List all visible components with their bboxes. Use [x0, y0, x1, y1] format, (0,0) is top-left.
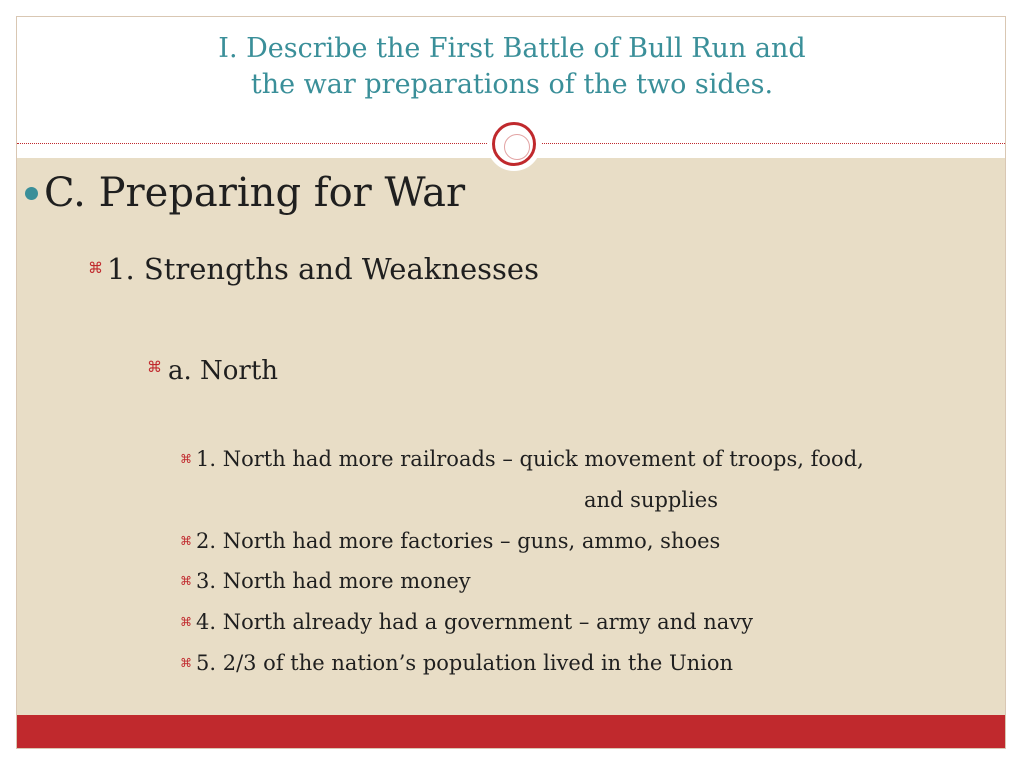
point-text: 1. North had more railroads – quick movement of troops, food, — [196, 447, 864, 471]
point-item — [180, 649, 733, 679]
point-item — [180, 608, 753, 638]
point-continuation: and supplies — [584, 488, 718, 512]
point-text: 5. 2/3 of the nation’s population lived in the Union — [196, 651, 734, 675]
x-bullet-icon: ⌘ — [180, 533, 192, 548]
x-bullet-icon: ⌘ — [147, 358, 162, 376]
footer-bar — [17, 715, 1006, 749]
section-text: a. North — [168, 356, 279, 386]
circle-ornament-icon — [487, 117, 541, 171]
heading-text: C. Preparing for War — [44, 170, 466, 216]
point-text: 3. North had more money — [196, 569, 471, 593]
x-bullet-icon: ⌘ — [180, 451, 192, 466]
dot-bullet-icon — [25, 187, 38, 200]
slide-title — [17, 31, 1006, 103]
point-item — [180, 527, 720, 557]
point-item — [180, 445, 864, 475]
slide-title-line-1: I. Describe the First Battle of Bull Run and — [218, 33, 806, 64]
subheading-item — [88, 251, 539, 289]
section-item — [147, 354, 278, 389]
slide-title-line-2: the war preparations of the two sides. — [250, 69, 774, 100]
x-bullet-icon: ⌘ — [180, 655, 192, 670]
subheading-text: 1. Strengths and Weaknesses — [107, 252, 539, 286]
heading-item — [25, 170, 465, 216]
point-text: 4. North already had a government – army and navy — [196, 610, 754, 634]
x-bullet-icon: ⌘ — [88, 259, 103, 277]
point-text: 2. North had more factories – guns, ammo, shoes — [196, 529, 721, 553]
x-bullet-icon: ⌘ — [180, 573, 192, 588]
point-item — [180, 567, 471, 597]
x-bullet-icon: ⌘ — [180, 614, 192, 629]
